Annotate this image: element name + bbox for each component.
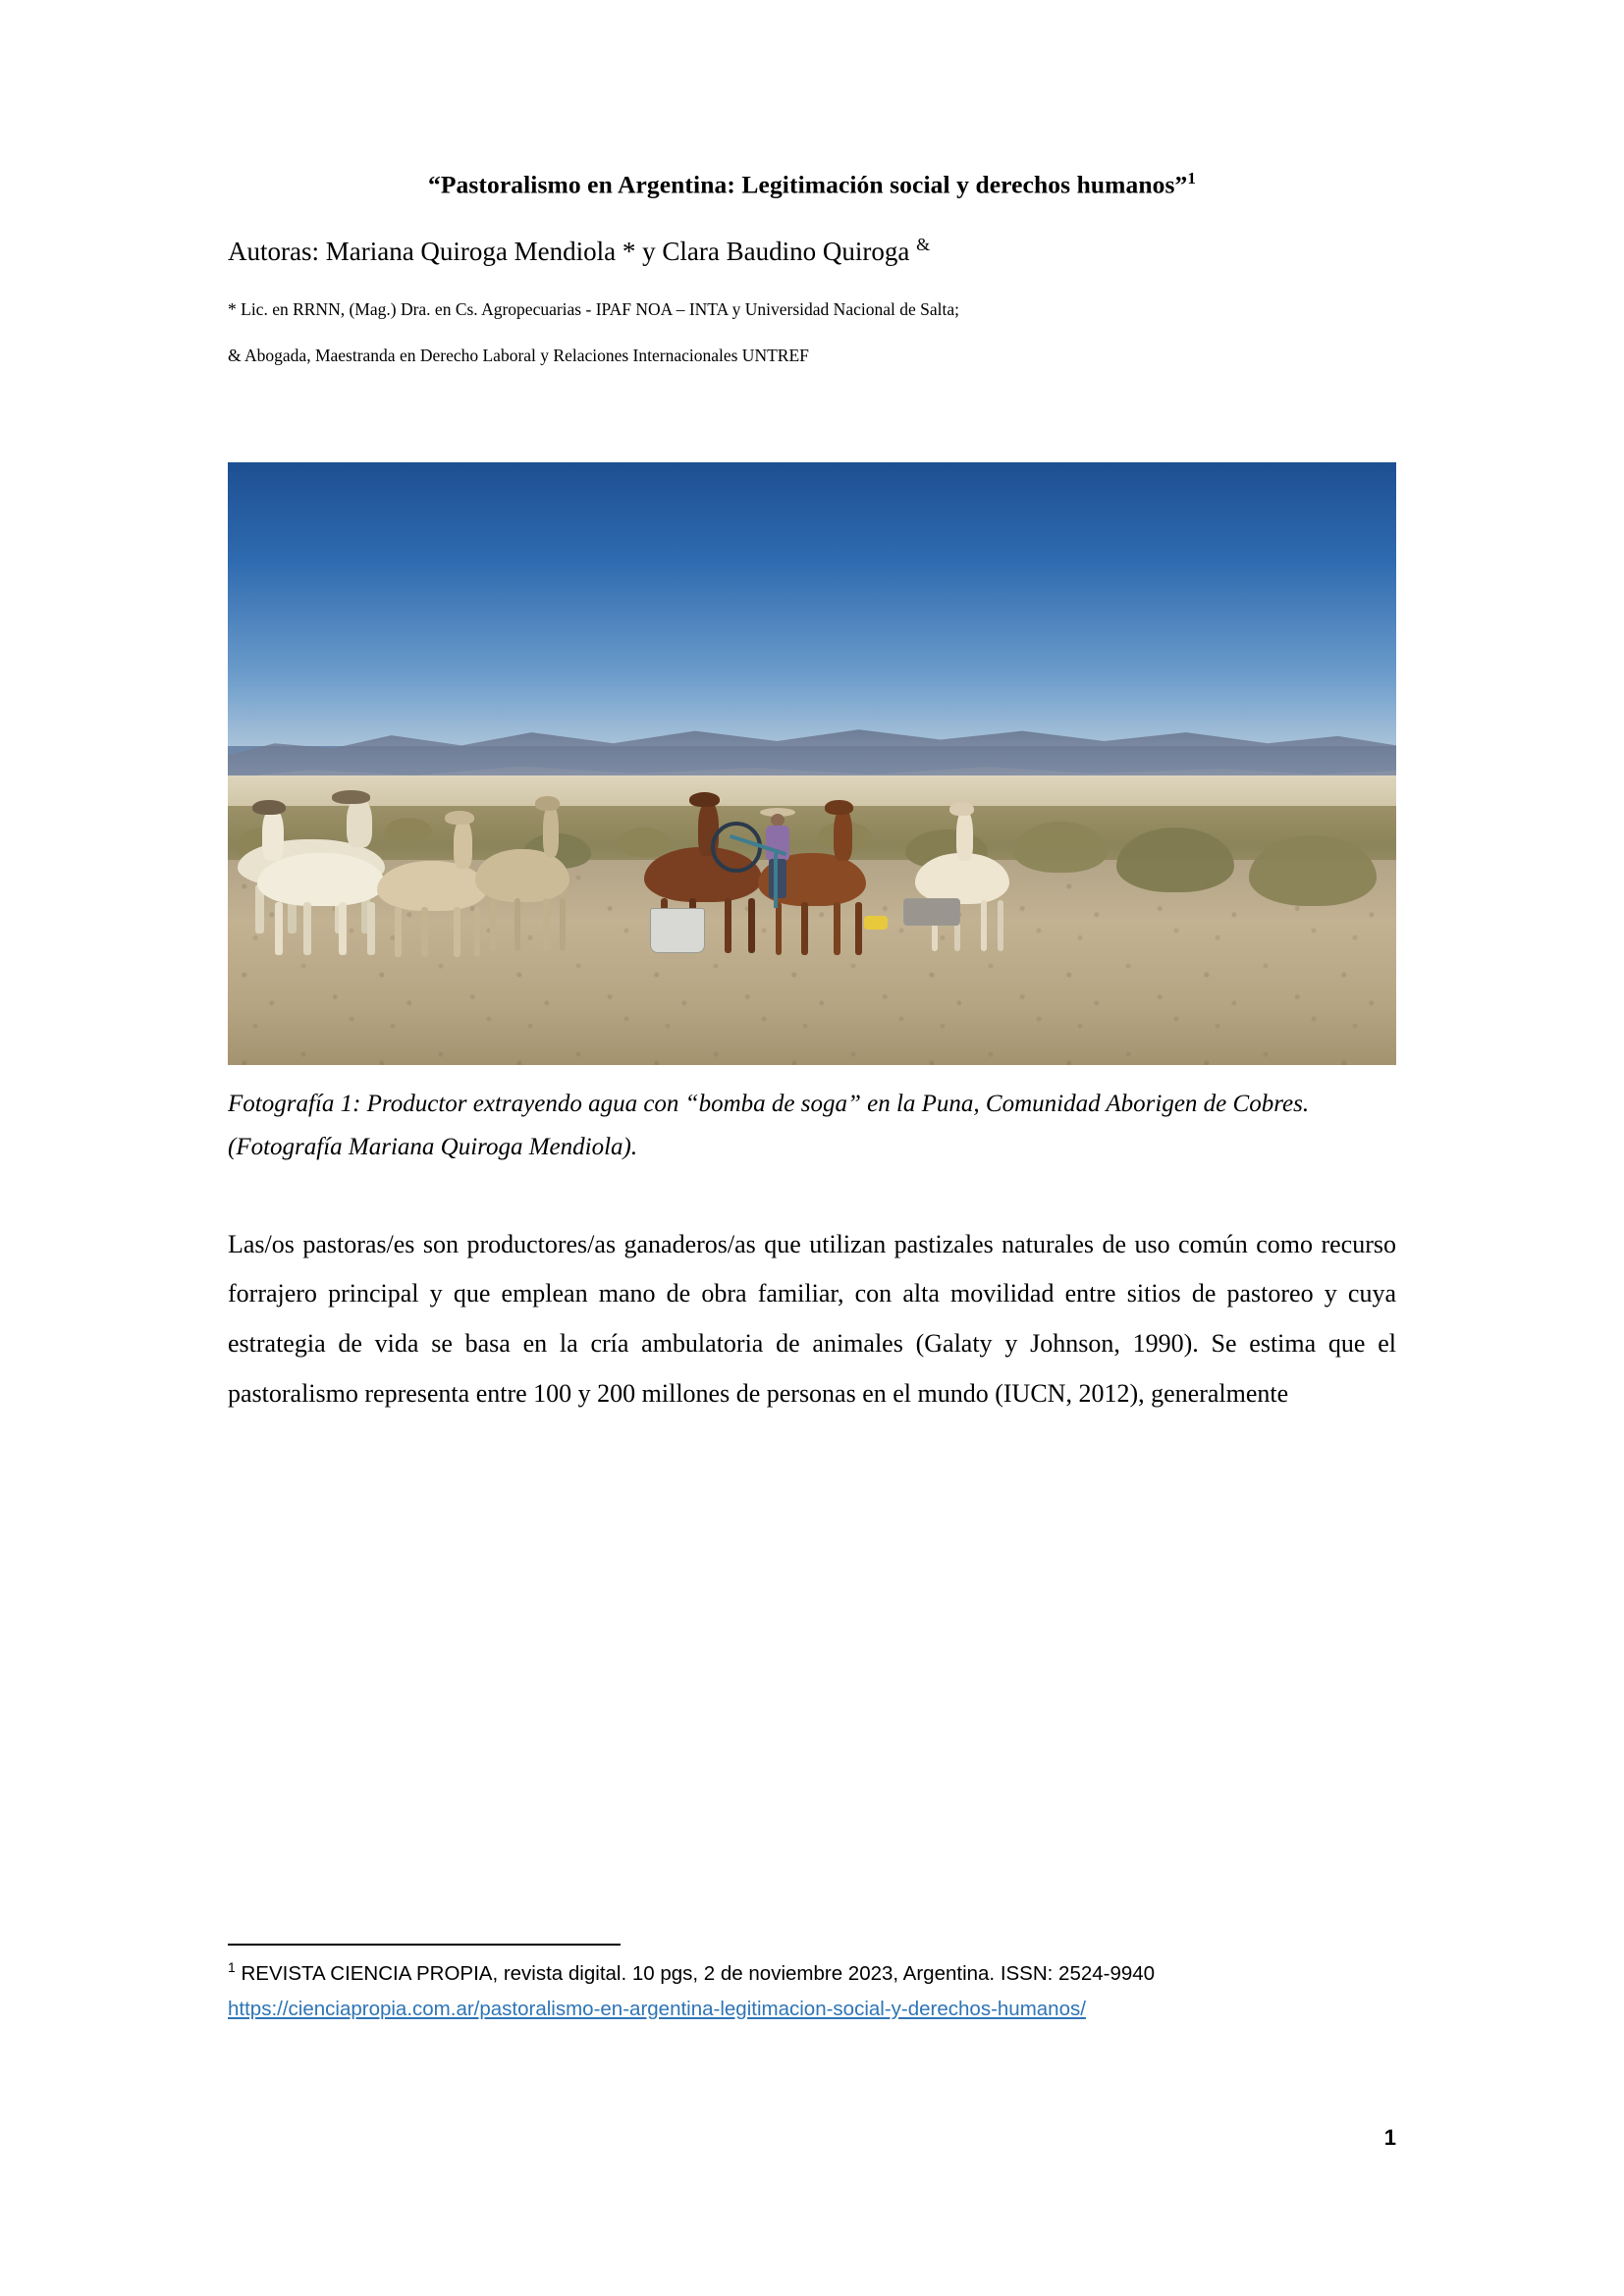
llama-leg (776, 902, 783, 955)
llama-leg (454, 907, 460, 957)
llama-head (949, 802, 974, 816)
llama-leg (421, 907, 428, 957)
footnote-separator (228, 1944, 621, 1946)
llama-leg (514, 898, 520, 951)
llama-neck (834, 808, 852, 861)
footnote-marker: 1 (228, 1959, 236, 1975)
person-torso (766, 826, 789, 861)
llama-head (332, 790, 370, 803)
llama-head (445, 811, 473, 825)
document-content (228, 169, 1396, 1418)
footnote-text: REVISTA CIENCIA PROPIA, revista digital. 10 pgs, 2 de noviembre 2023, Argentina. ISSN: 2524-9940 (241, 1961, 1156, 1985)
title-footnote-marker: 1 (1187, 169, 1196, 187)
llama-leg (748, 898, 755, 953)
photo-bush (385, 818, 432, 841)
affiliation-1: * Lic. en RRNN, (Mag.) Dra. en Cs. Agropecuarias - IPAF NOA – INTA y Universidad Nacional de Salta; (228, 298, 959, 319)
llama-leg (303, 902, 311, 955)
affiliation-2: & Abogada, Maestranda en Derecho Laboral y Relaciones Internacionales UNTREF (228, 346, 809, 366)
footnote-area (228, 1944, 1396, 2024)
llama-leg (981, 900, 987, 951)
authors-line (228, 234, 1396, 269)
photo-llama (257, 853, 385, 955)
photo-rope-pump-wheel (711, 822, 762, 873)
authors-text: Autoras: Mariana Quiroga Mendiola * y Clara Baudino Quiroga (228, 237, 910, 267)
llama-leg (367, 902, 375, 955)
llama-head (535, 796, 560, 811)
llama-leg (801, 902, 808, 955)
llama-neck (262, 808, 284, 861)
llama-leg (395, 907, 402, 957)
llama-neck (543, 804, 559, 857)
llama-neck (347, 798, 372, 847)
photo-llama (377, 861, 487, 957)
page-number: 1 (1383, 2125, 1396, 2150)
llama-body (377, 861, 487, 911)
footnote-link[interactable]: https://cienciapropia.com.ar/pastoralismo-en-argentina-legitimacion-social-y-derechos-humanos/ (228, 1997, 1086, 2020)
llama-head (825, 800, 853, 815)
llama-neck (454, 819, 472, 869)
llama-body (257, 853, 385, 906)
llama-leg (543, 898, 549, 951)
llama-leg (339, 902, 347, 955)
body-paragraph: Las/os pastoras/es son productores/as ganaderos/as que utilizan pastizales naturales de uso común como recurso forrajero principal y que emplean mano de obra familiar, con alta movilidad entre sitios de pastoreo y cuya estrategia de vida se basa en la cría ambulatoria de animales (Galaty y Johnson, 1990). Se estima que el pastoralismo representa entre 100 y 200 millones de personas en el mundo (IUCN, 2012), generalmente (228, 1229, 1396, 1408)
authors-footnote-marker: & (916, 235, 931, 255)
figure-1 (228, 462, 1396, 1169)
person-legs (769, 859, 786, 898)
llama-leg (560, 898, 566, 951)
llama-leg (490, 898, 496, 951)
llama-body (475, 849, 569, 902)
llama-leg (834, 902, 840, 955)
figure-1-caption: Fotografía 1: Productor extrayendo agua con “bomba de soga” en la Puna, Comunidad Aborigen de Cobres. (Fotografía Mariana Quiroga Mendiola). (228, 1091, 1310, 1160)
llama-head (689, 792, 720, 807)
photo-bucket (650, 908, 705, 953)
page-title (228, 169, 1396, 200)
llama-neck (956, 810, 972, 861)
llama-leg (725, 898, 731, 953)
photo-basin (903, 898, 960, 926)
llama-head (252, 800, 286, 815)
page-title-text: “Pastoralismo en Argentina: Legitimación social y derechos humanos” (428, 170, 1188, 199)
llama-leg (275, 902, 283, 955)
footnote-1 (228, 1957, 1396, 2024)
photo-sky (228, 462, 1396, 746)
llama-leg (855, 902, 862, 955)
photo-llama (475, 849, 569, 951)
photo-yellow-object (864, 916, 888, 930)
figure-1-image (228, 462, 1396, 1065)
llama-leg (998, 900, 1003, 951)
photo-rope-pump-frame (774, 853, 778, 908)
